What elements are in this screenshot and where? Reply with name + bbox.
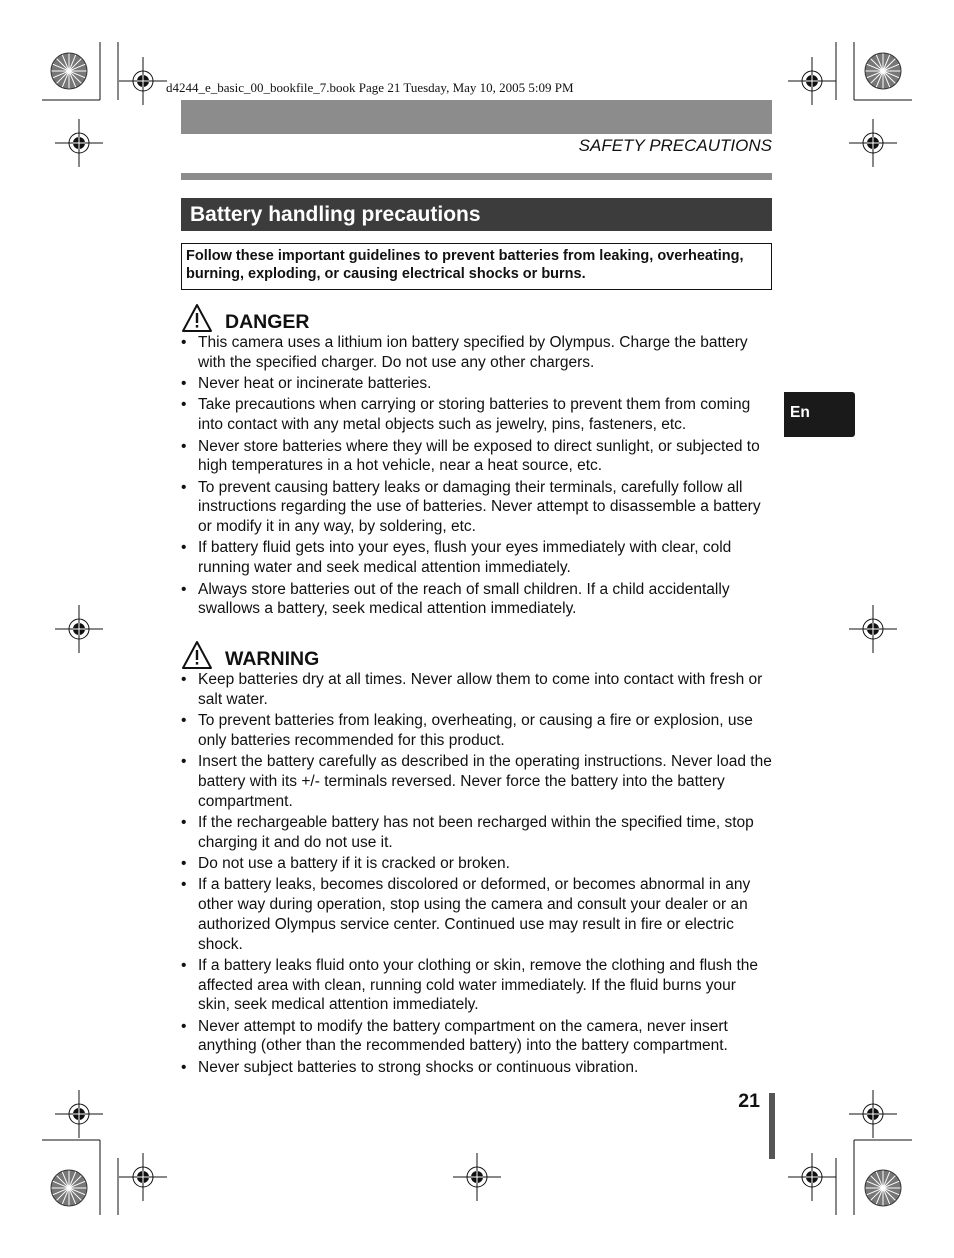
registration-mark-icon [788, 57, 836, 105]
header-band [181, 100, 772, 134]
color-wheel-icon [51, 1170, 87, 1206]
list-item: • Never heat or incinerate batteries. [181, 374, 772, 394]
danger-label: DANGER [225, 311, 310, 333]
warning-triangle-icon [181, 640, 213, 670]
list-item: • Always store batteries out of the reach of small children. If a child accidentally swallows a battery, seek medical attention immediately. [181, 580, 772, 619]
list-item: • Never attempt to modify the battery compartment on the camera, never insert anything (other than the recommended battery) into the battery compartment. [181, 1017, 772, 1056]
page-title: Battery handling precautions [190, 203, 481, 226]
list-item: • If the rechargeable battery has not been recharged within the specified time, stop charging it and do not use it. [181, 813, 772, 852]
list-item: • Take precautions when carrying or storing batteries to prevent them from coming into contact with any metal objects such as jewelry, pins, fasteners, etc. [181, 395, 772, 434]
list-item: • This camera uses a lithium ion battery specified by Olympus. Charge the battery with the specified charger. Do not use any other chargers. [181, 333, 772, 372]
section-header: SAFETY PRECAUTIONS [578, 136, 772, 155]
list-item: • If battery fluid gets into your eyes, flush your eyes immediately with clear, cold running water and seek medical attention immediately. [181, 538, 772, 577]
list-item: • To prevent batteries from leaking, overheating, or causing a fire or explosion, use only batteries recommended for this product. [181, 711, 772, 750]
warning-triangle-icon [181, 303, 213, 333]
registration-mark-icon [849, 605, 897, 653]
intro-box [181, 243, 772, 290]
book-file-info: d4244_e_basic_00_bookfile_7.book Page 21 Tuesday, May 10, 2005 5:09 PM [166, 80, 574, 95]
registration-mark-icon [453, 1153, 501, 1201]
list-item: • If a battery leaks, becomes discolored or deformed, or becomes abnormal in any other way during operation, stop using the camera and consult your dealer or an authorized Olympus service center. Continued use may result in fire or electric shock. [181, 875, 772, 954]
registration-mark-icon [55, 119, 103, 167]
list-item: • Never subject batteries to strong shocks or continuous vibration. [181, 1058, 772, 1078]
registration-mark-icon [55, 605, 103, 653]
color-wheel-icon [51, 53, 87, 89]
warning-heading [181, 638, 319, 670]
language-tab-label: En [790, 404, 810, 421]
title-bar [181, 198, 772, 231]
registration-mark-icon [119, 1153, 167, 1201]
list-item: • Do not use a battery if it is cracked or broken. [181, 854, 772, 874]
warning-label: WARNING [225, 648, 320, 670]
danger-heading [181, 301, 310, 333]
list-item: • Never store batteries where they will be exposed to direct sunlight, or subjected to high temperatures in a hot vehicle, near a heat source, etc. [181, 437, 772, 476]
language-tab [784, 392, 855, 437]
list-item: • If a battery leaks fluid onto your clothing or skin, remove the clothing and flush the affected area with clean, running cold water immediately. If the fluid burns your skin, seek medical attention immediately. [181, 956, 772, 1015]
list-item: • To prevent causing battery leaks or damaging their terminals, carefully follow all instructions regarding the use of batteries. Never attempt to disassemble a battery or modify it in any way, by soldering, etc. [181, 478, 772, 537]
color-wheel-icon [865, 53, 901, 89]
registration-mark-icon [849, 119, 897, 167]
page-number: 21 [738, 1090, 760, 1112]
registration-mark-icon [849, 1090, 897, 1138]
registration-mark-icon [119, 57, 167, 105]
page-number-bar [769, 1093, 775, 1159]
color-wheel-icon [865, 1170, 901, 1206]
intro-text: Follow these important guidelines to prevent batteries from leaking, overheating, burning, exploding, or causing electrical shocks or burns. [186, 248, 744, 282]
registration-mark-icon [788, 1153, 836, 1201]
header-rule [181, 173, 772, 180]
list-item: • Insert the battery carefully as described in the operating instructions. Never load the battery with its +/- terminals reversed. Never force the battery into the battery compartment. [181, 752, 772, 811]
danger-list [181, 333, 772, 621]
list-item: • Keep batteries dry at all times. Never allow them to come into contact with fresh or salt water. [181, 670, 772, 709]
warning-list [181, 670, 772, 1079]
registration-mark-icon [55, 1090, 103, 1138]
